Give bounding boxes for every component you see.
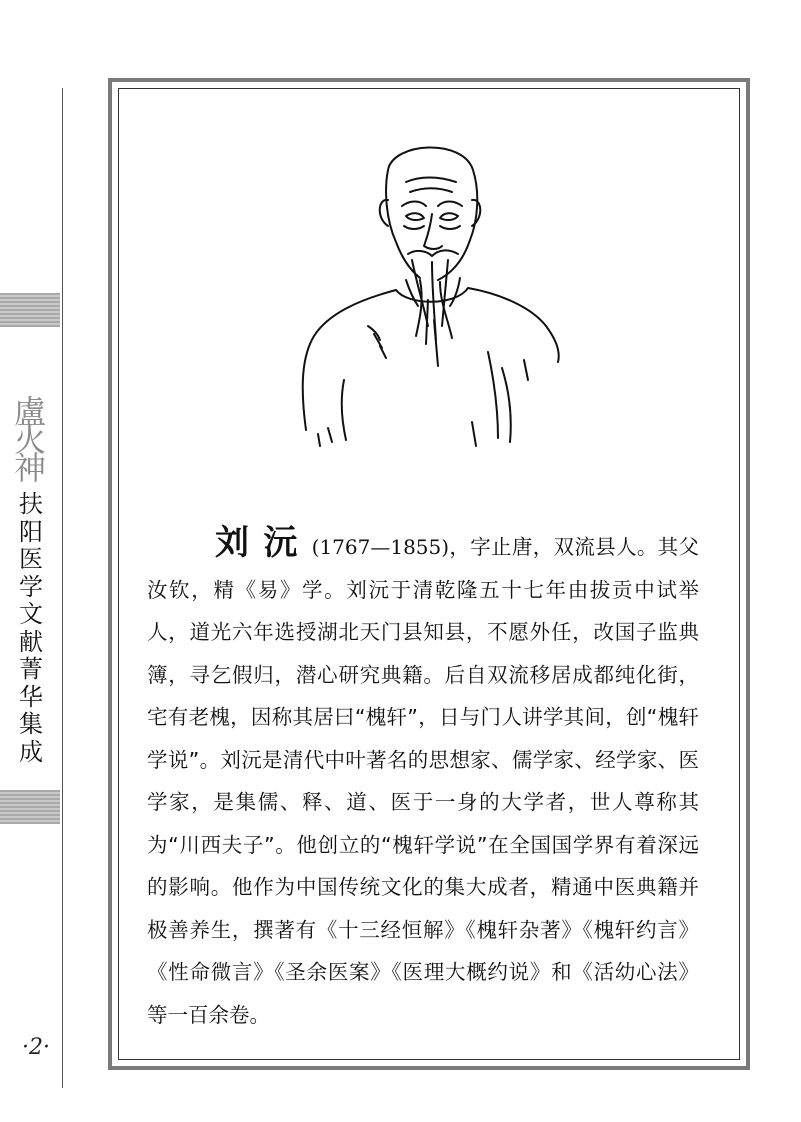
title-char: 集 xyxy=(19,710,43,738)
title-char: 华 xyxy=(19,682,43,711)
side-decoration-top xyxy=(0,293,60,327)
title-char: 成 xyxy=(19,737,43,766)
title-char: 神 xyxy=(13,449,46,487)
biography xyxy=(147,522,699,1036)
title-char: 盧 xyxy=(13,393,46,431)
portrait-illustration xyxy=(288,130,568,450)
title-char: 献 xyxy=(19,627,43,656)
biography-text: ，字止唐，双流县人。其父汝钦，精《易》学。刘沅于清乾隆五十七年由拔贡中试举人，道光六年选授湖北天门县知县，不愿外任，改国子监典簿，寻乞假归，潜心研究典籍。后自双流移居成都纯化街，宅有老槐，因称其居曰“槐轩”，日与门人讲学其间，创“槐轩学说”。刘沅是清代中叶著名的思想家、儒学家、经学家、医学家，是集儒、释、道、医于一身的大学者，世人尊称其为“川西夫子”。他创立的“槐轩学说”在全国国学界有着深远的影响。他作为中国传统文化的集大成者，精通中医典籍并极善养生，撰著有《十三经恒解》《槐轩杂著》《槐轩约言》《性命微言》《圣余医案》《医理大概约说》和《活幼心法》等一百余卷。 xyxy=(147,535,699,1027)
title-char: 学 xyxy=(19,572,43,601)
page-number: ·2· xyxy=(22,1035,50,1060)
title-char: 阳 xyxy=(19,517,43,546)
title-char: 医 xyxy=(19,545,43,573)
person-name: 刘沅 xyxy=(215,523,312,563)
title-char: 文 xyxy=(19,600,43,628)
spine-divider xyxy=(62,88,63,1088)
book-title xyxy=(14,491,48,766)
title-char: 扶 xyxy=(19,490,43,518)
title-char: 火 xyxy=(13,421,46,459)
book-title-calligraphy xyxy=(10,393,50,487)
title-char: 菁 xyxy=(19,655,43,683)
side-decoration-bottom xyxy=(0,790,60,824)
life-dates: (1767—1855) xyxy=(311,535,450,559)
